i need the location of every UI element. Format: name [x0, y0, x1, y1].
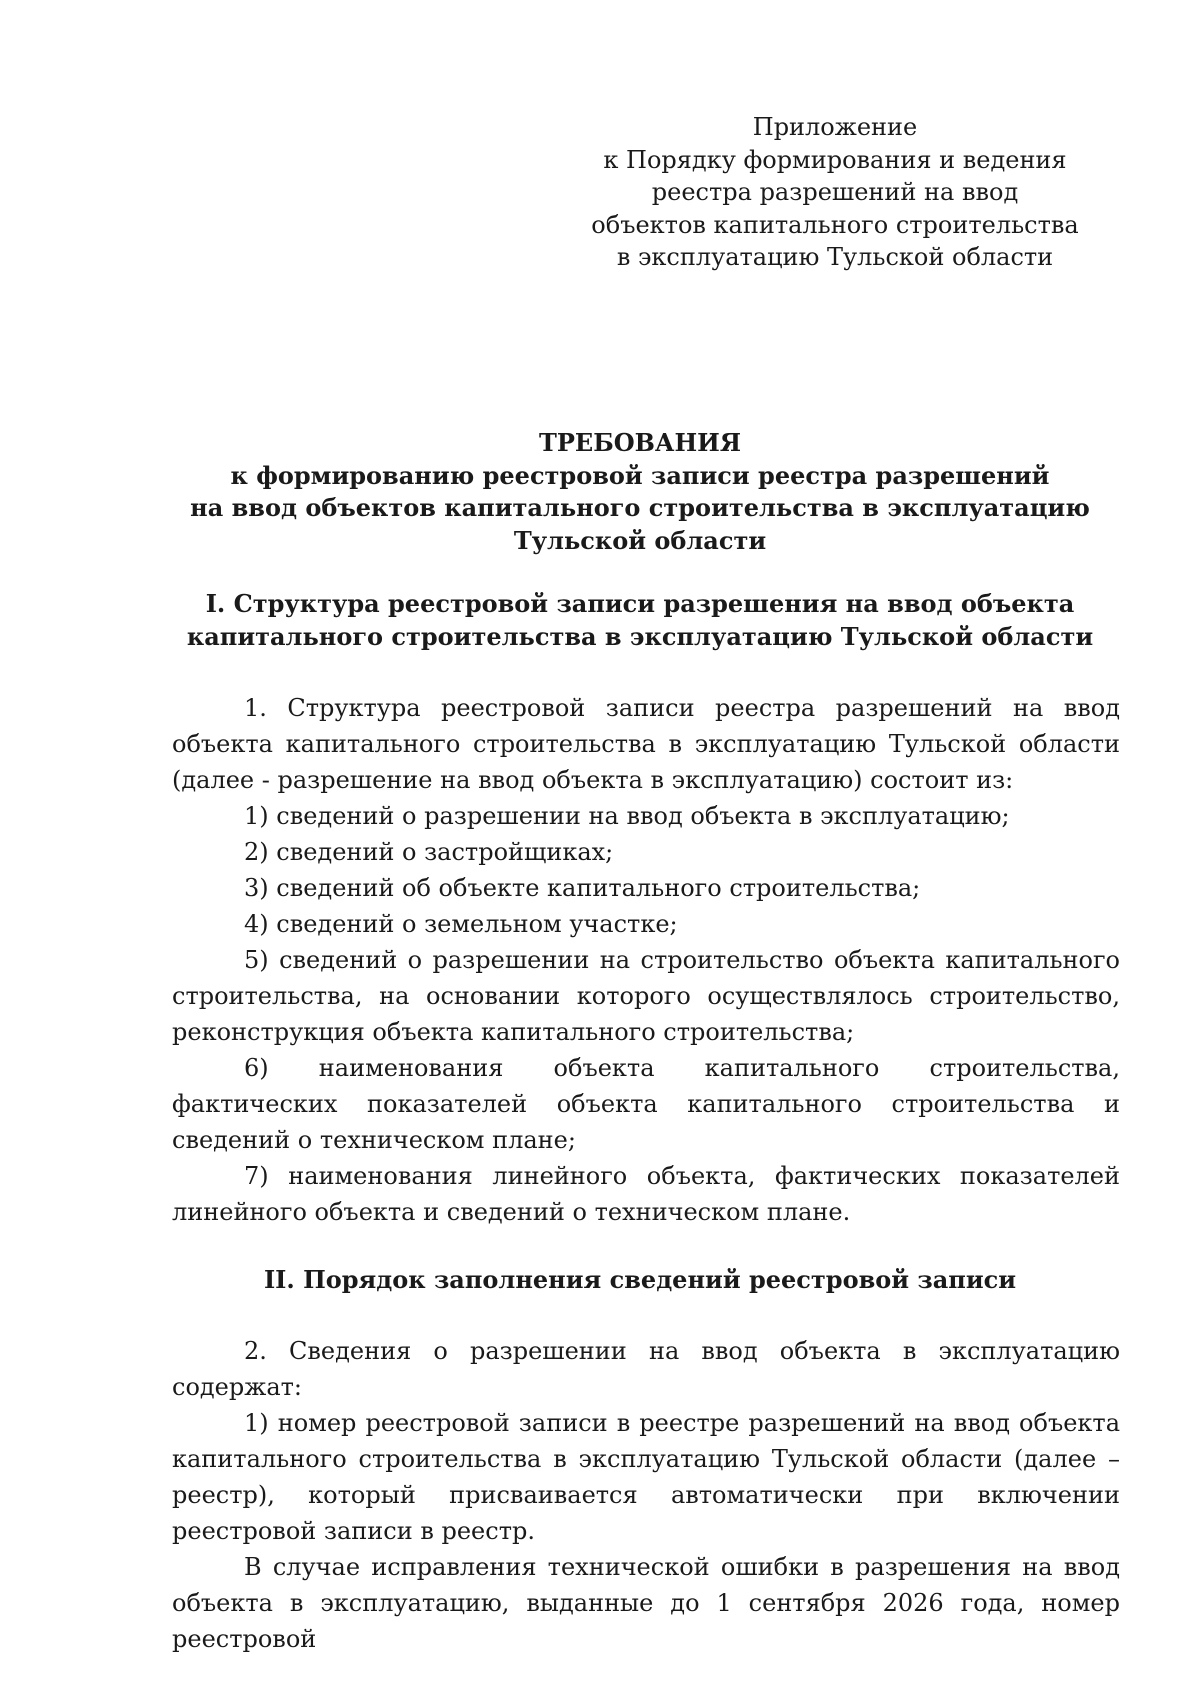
section-2-body	[172, 1333, 1120, 1657]
paragraph: 2. Сведения о разрешении на ввод объекта в эксплуатацию содержат:	[172, 1337, 1120, 1401]
section-1-heading	[120, 588, 1160, 653]
section-1-body	[172, 690, 1120, 1230]
appendix-line: к Порядку формирования и ведения	[603, 145, 1067, 174]
appendix-header	[590, 111, 1080, 274]
list-item: 1) сведений о разрешении на ввод объекта в эксплуатацию;	[244, 802, 1010, 830]
list-item: 3) сведений об объекте капитального строительства;	[244, 874, 921, 902]
document-title	[120, 427, 1160, 557]
appendix-line: в эксплуатацию Тульской области	[616, 243, 1054, 271]
list-item: 7) наименования линейного объекта, фактических показателей линейного объекта и сведений о техническом плане.	[172, 1162, 1120, 1226]
appendix-line: объектов капитального строительства	[591, 210, 1079, 239]
appendix-line: реестра разрешений на ввод	[651, 178, 1019, 206]
title-line: ТРЕБОВАНИЯ	[539, 428, 741, 457]
paragraph: 1. Структура реестровой записи реестра разрешений на ввод объекта капитального строительства в эксплуатацию Тульской области (далее - разрешение на ввод объекта в эксплуатацию) состоит из:	[172, 694, 1120, 794]
list-item: 6) наименования объекта капитального строительства, фактических показателей объекта капитального строительства и сведений о техническом плане;	[172, 1054, 1120, 1154]
list-item: 4) сведений о земельном участке;	[244, 910, 678, 938]
heading-line: II. Порядок заполнения сведений реестровой записи	[263, 1265, 1017, 1294]
title-line: Тульской области	[513, 525, 767, 555]
list-item: 2) сведений о застройщиках;	[244, 838, 614, 866]
title-line: на ввод объектов капитального строительства в эксплуатацию	[190, 493, 1090, 522]
list-item: 1) номер реестровой записи в реестре разрешений на ввод объекта капитального строительства в эксплуатацию Тульской области (далее – реестр), который присваивается автоматически при включении реестровой записи в реестр.	[172, 1409, 1120, 1545]
heading-line: I. Структура реестровой записи разрешения на ввод объекта	[205, 589, 1075, 618]
paragraph: В случае исправления технической ошибки в разрешения на ввод объекта в эксплуатацию, выданные до 1 сентября 2026 года, номер реестровой	[172, 1553, 1120, 1653]
title-line: к формированию реестровой записи реестра разрешений	[230, 460, 1050, 490]
appendix-line: Приложение	[752, 113, 918, 141]
section-2-heading	[120, 1264, 1160, 1297]
heading-line: капитального строительства в эксплуатацию Тульской области	[186, 621, 1094, 651]
list-item: 5) сведений о разрешении на строительство объекта капитального строительства, на основании которого осуществлялось строительство, реконструкция объекта капитального строительства;	[172, 946, 1120, 1046]
